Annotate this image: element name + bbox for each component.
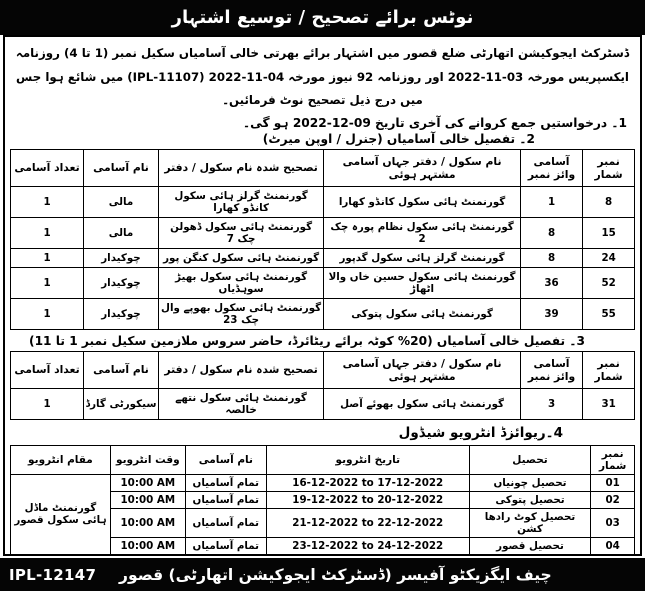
cell-corrected-school: گورنمنٹ ہائی سکول بھیڑ سوہڈیاں: [158, 267, 323, 298]
footer-banner: [0, 558, 645, 591]
cell-post-name: چوکیدار: [84, 248, 159, 267]
cell-post-name: چوکیدار: [84, 298, 159, 329]
page-title: نوٹس برائے تصحیح / توسیع اشتہار: [171, 7, 474, 28]
header-vacancy-wise-no: آسامی وائز نمبر: [520, 351, 582, 388]
note-paragraph: [10, 555, 635, 556]
cell-post-count: 1: [11, 186, 84, 217]
section-heading-general-merit: 2۔ تفصیل خالی آسامیاں (جنرل / اوپن میرٹ): [262, 131, 535, 146]
table-row: [11, 248, 635, 267]
header-interview-date: تاریخ انٹرویو: [266, 445, 469, 474]
header-post-name: نام آسامی: [84, 149, 159, 186]
table-row: [11, 298, 635, 329]
cell-serial-no: 15: [583, 217, 635, 248]
interview-schedule-table: [10, 445, 635, 555]
cell-interview-venue: گورنمنٹ ماڈل ہائی سکول قصور: [11, 474, 111, 554]
cell-vacancy-no: 1: [520, 186, 582, 217]
header-post-name: نام آسامی: [185, 445, 266, 474]
quota-vacancy-table: [10, 351, 635, 420]
header-interview-venue: مقام انٹرویو: [11, 445, 111, 474]
point-last-date: 1۔ درخواستیں جمع کروانے کی آخری تاریخ 09-12-2022 ہو گی۔: [243, 115, 627, 130]
header-vacancy-wise-no: آسامی وائز نمبر: [520, 149, 582, 186]
cell-interview-date: 19-12-2022 to 20-12-2022: [266, 491, 469, 508]
notice-body: [3, 35, 642, 556]
cell-interview-time: 10:00 AM: [110, 508, 185, 537]
cell-corrected-school: گورنمنٹ گرلز ہائی سکول کانڈو کھارا: [158, 186, 323, 217]
cell-post-name: تمام آسامیاں: [185, 491, 266, 508]
table-header-row: [11, 351, 635, 388]
table-row: [11, 186, 635, 217]
officer-signature: چیف ایگزیکٹو آفیسر (ڈسٹرکٹ ایجوکیشن اتھارٹی) قصور: [119, 565, 552, 584]
cell-post-name: تمام آسامیاں: [185, 537, 266, 554]
cell-tehsil: تحصیل پتوکی: [469, 491, 591, 508]
intro-paragraph: ڈسٹرکٹ ایجوکیشن اتھارٹی ضلع قصور میں اشتہار برائے بھرتی خالی آسامیاں سکیل نمبر (1 تا 4) روزنامہ ایکسپریس مورخہ 03-11-2022 اور روزنامہ 92 نیوز مورخہ 04-11-2022 (IPL-11107) میں شائع ہوا جس میں درج ذیل تصحیح نوٹ فرمائیں۔: [15, 46, 630, 108]
cell-interview-time: 10:00 AM: [110, 537, 185, 554]
cell-tehsil: تحصیل قصور: [469, 537, 591, 554]
cell-post-count: 1: [11, 248, 84, 267]
cell-serial-no: 55: [583, 298, 635, 329]
cell-serial-no: 52: [583, 267, 635, 298]
ipl-code: IPL-12147: [9, 565, 97, 584]
table-row: [11, 217, 635, 248]
header-post-count: تعداد آسامی: [11, 351, 84, 388]
header-advertised-school: نام سکول / دفتر جہاں آسامی مشتہر ہوئی: [324, 149, 521, 186]
cell-tehsil: تحصیل کوٹ رادھا کشن: [469, 508, 591, 537]
cell-interview-date: 16-12-2022 to 17-12-2022: [266, 474, 469, 491]
cell-advertised-school: گورنمنٹ گرلز ہائی سکول گدپور: [324, 248, 521, 267]
cell-serial-no: 24: [583, 248, 635, 267]
cell-interview-date: 23-12-2022 to 24-12-2022: [266, 537, 469, 554]
table-header-row: [11, 149, 635, 186]
table-header-row: [11, 445, 635, 474]
cell-post-count: 1: [11, 267, 84, 298]
cell-serial-no: 02: [591, 491, 635, 508]
cell-post-name: چوکیدار: [84, 267, 159, 298]
cell-corrected-school: گورنمنٹ ہائی سکول بھوپے وال چک 23: [158, 298, 323, 329]
cell-advertised-school: گورنمنٹ ہائی سکول پتوکی: [324, 298, 521, 329]
cell-serial-no: 04: [591, 537, 635, 554]
cell-serial-no: 01: [591, 474, 635, 491]
notice-title-banner: [0, 0, 645, 35]
cell-tehsil: تحصیل چونیاں: [469, 474, 591, 491]
cell-post-count: 1: [11, 298, 84, 329]
header-serial-no: نمبر شمار: [583, 149, 635, 186]
cell-vacancy-no: 36: [520, 267, 582, 298]
cell-vacancy-no: 3: [520, 388, 582, 419]
cell-interview-time: 10:00 AM: [110, 474, 185, 491]
cell-advertised-school: گورنمنٹ ہائی سکول کانڈو کھارا: [324, 186, 521, 217]
cell-interview-time: 10:00 AM: [110, 491, 185, 508]
table-row: [11, 388, 635, 419]
cell-vacancy-no: 39: [520, 298, 582, 329]
cell-post-name: مالی: [84, 186, 159, 217]
cell-post-name: سیکورٹی گارڈ: [84, 388, 159, 419]
cell-advertised-school: گورنمنٹ ہائی سکول نظام پورہ چک 2: [324, 217, 521, 248]
header-tehsil: تحصیل: [469, 445, 591, 474]
cell-vacancy-no: 8: [520, 217, 582, 248]
header-serial-no: نمبر شمار: [583, 351, 635, 388]
header-serial-no: نمبر شمار: [591, 445, 635, 474]
cell-serial-no: 03: [591, 508, 635, 537]
section-heading-quota: 3۔ تفصیل خالی آسامیاں (20% کوٹہ برائے ریٹائرڈ، حاضر سروس ملازمین سکیل نمبر 1 تا 11): [29, 333, 585, 348]
cell-serial-no: 31: [583, 388, 635, 419]
header-post-count: تعداد آسامی: [11, 149, 84, 186]
table-row: [11, 267, 635, 298]
header-interview-time: وقت انٹرویو: [110, 445, 185, 474]
cell-post-name: مالی: [84, 217, 159, 248]
cell-corrected-school: گورنمنٹ ہائی سکول ڈھولن چک 7: [158, 217, 323, 248]
cell-corrected-school: گورنمنٹ ہائی سکول نتھے خالصہ: [158, 388, 323, 419]
cell-vacancy-no: 8: [520, 248, 582, 267]
cell-interview-date: 21-12-2022 to 22-12-2022: [266, 508, 469, 537]
cell-post-count: 1: [11, 217, 84, 248]
cell-post-name: تمام آسامیاں: [185, 474, 266, 491]
cell-advertised-school: گورنمنٹ ہائی سکول حسین خاں والا اٹھاڑ: [324, 267, 521, 298]
header-corrected-school: تصحیح شدہ نام سکول / دفتر: [158, 149, 323, 186]
cell-corrected-school: گورنمنٹ ہائی سکول کنگن پور: [158, 248, 323, 267]
header-post-name: نام آسامی: [84, 351, 159, 388]
general-merit-vacancy-table: [10, 149, 635, 330]
header-corrected-school: تصحیح شدہ نام سکول / دفتر: [158, 351, 323, 388]
header-advertised-school: نام سکول / دفتر جہاں آسامی مشتہر ہوئی: [324, 351, 521, 388]
table-row: [11, 474, 635, 491]
section-heading-interview-schedule: 4۔ریوائزڈ انٹرویو شیڈول: [398, 424, 563, 441]
cell-advertised-school: گورنمنٹ ہائی سکول بھوئے آصل: [324, 388, 521, 419]
cell-post-count: 1: [11, 388, 84, 419]
cell-post-name: تمام آسامیاں: [185, 508, 266, 537]
cell-serial-no: 8: [583, 186, 635, 217]
